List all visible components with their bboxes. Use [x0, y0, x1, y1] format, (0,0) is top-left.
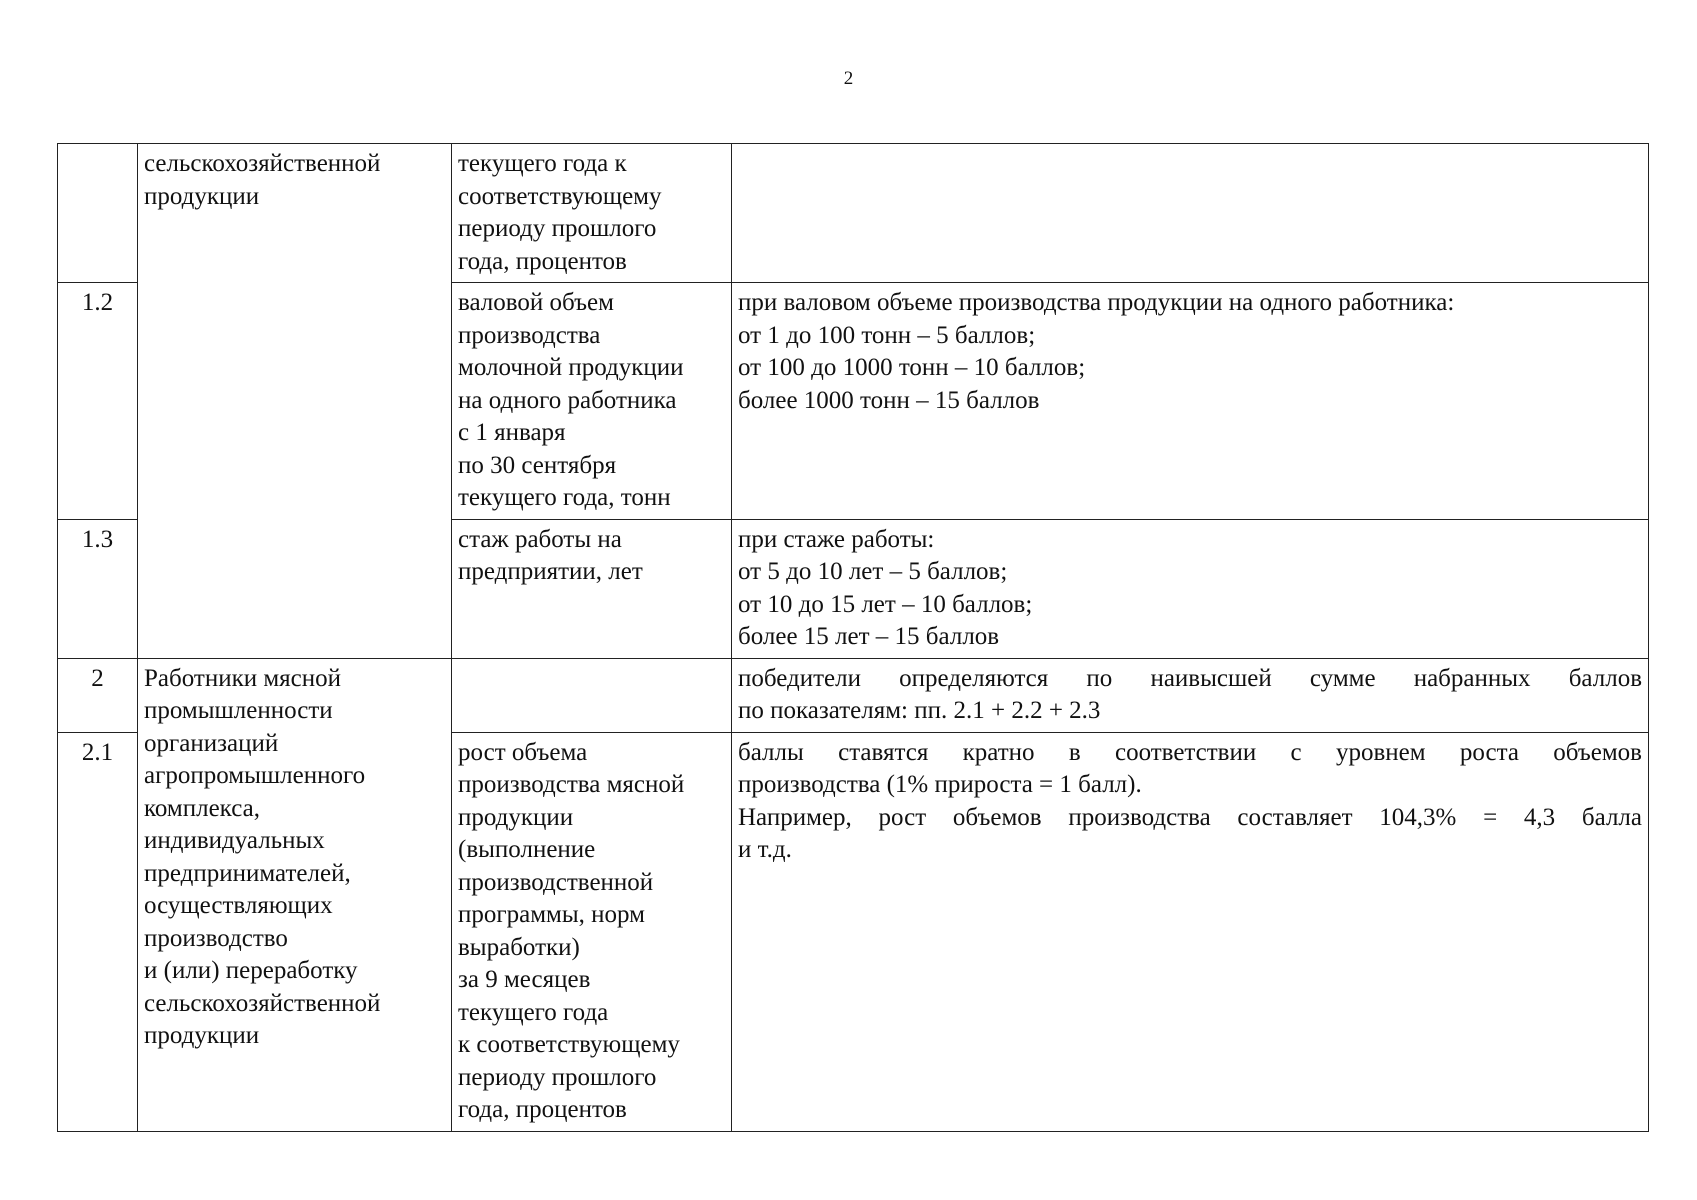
- indicator-cell: [452, 658, 732, 732]
- indicator-line: периоду прошлого: [458, 1063, 657, 1091]
- page-number: 2: [843, 68, 854, 89]
- indicator-line: программы, норм: [458, 901, 645, 928]
- category-line: предпринимателей,: [144, 859, 351, 887]
- row-number-cell: 2: [58, 658, 138, 732]
- scoring-line: при валовом объеме производства продукции на одного работника:: [738, 289, 1455, 316]
- scoring-cell: [732, 283, 1649, 520]
- category-line: и (или) переработку: [144, 957, 358, 984]
- category-line: производство: [144, 924, 288, 952]
- row-number-cell: 1.2: [58, 283, 138, 520]
- row-number-cell: 1.3: [58, 519, 138, 658]
- indicator-cell: [452, 283, 732, 520]
- category-line: индивидуальных: [144, 827, 325, 854]
- category-line: осуществляющих: [144, 892, 333, 919]
- indicator-line: по 30 сентября: [458, 451, 617, 479]
- category-line: продукции: [144, 1022, 260, 1049]
- row-number-cell: 2.1: [58, 732, 138, 1131]
- indicator-line: за 9 месяцев: [458, 966, 591, 993]
- category-line: агропромышленного: [144, 762, 366, 789]
- scoring-cell: [732, 519, 1649, 658]
- indicator-line: года, процентов: [458, 247, 627, 275]
- indicator-line: предприятии, лет: [458, 558, 643, 585]
- category-cell: [138, 144, 452, 659]
- scoring-cell: [732, 732, 1649, 1131]
- scoring-line: от 100 до 1000 тонн – 10 баллов;: [738, 354, 1086, 381]
- indicator-line: производственной: [458, 868, 654, 896]
- indicator-cell: [452, 519, 732, 658]
- scoring-line: при стаже работы:: [738, 525, 935, 553]
- category-line: организаций: [144, 729, 279, 757]
- indicator-line: производства: [458, 321, 601, 349]
- scoring-line: производства (1% прироста = 1 балл).: [738, 771, 1142, 798]
- indicator-line: производства мясной: [458, 771, 685, 798]
- scoring-line: по показателям: пп. 2.1 + 2.2 + 2.3: [738, 697, 1101, 724]
- category-line: сельскохозяйственной: [144, 989, 381, 1017]
- indicator-cell: [452, 732, 732, 1131]
- scoring-line: победители определяются по наивысшей сумме набранных баллов: [738, 664, 1642, 692]
- indicator-line: продукции: [458, 803, 574, 831]
- indicator-line: (выполнение: [458, 836, 596, 863]
- scoring-cell: [732, 658, 1649, 732]
- indicator-line: валовой объем: [458, 289, 614, 316]
- category-cell: [138, 658, 452, 1131]
- indicator-line: с 1 января: [458, 419, 566, 446]
- category-line: промышленности: [144, 697, 333, 724]
- category-line: сельскохозяйственной: [144, 150, 381, 177]
- category-line: Работники мясной: [144, 664, 342, 692]
- scoring-line: баллы ставятся кратно в соответствии с уровнем роста объемов: [738, 738, 1642, 766]
- criteria-table: [57, 143, 1649, 1132]
- category-line: комплекса,: [144, 794, 260, 822]
- scoring-line: более 15 лет – 15 баллов: [738, 623, 1000, 650]
- table-row: [58, 144, 1649, 283]
- indicator-cell: [452, 144, 732, 283]
- row-number-cell: [58, 144, 138, 283]
- scoring-line: от 10 до 15 лет – 10 баллов;: [738, 590, 1033, 618]
- indicator-line: молочной продукции: [458, 354, 684, 381]
- indicator-line: текущего года к: [458, 150, 627, 177]
- indicator-line: стаж работы на: [458, 525, 622, 553]
- indicator-line: соответствующему: [458, 182, 662, 210]
- scoring-line: от 1 до 100 тонн – 5 баллов;: [738, 321, 1036, 349]
- indicator-line: к соответствующему: [458, 1031, 680, 1058]
- scoring-line: Например, рост объемов производства составляет 104,3% = 4,3 балла: [738, 803, 1642, 831]
- table-row: [58, 658, 1649, 732]
- indicator-line: выработки): [458, 933, 580, 961]
- scoring-line: от 5 до 10 лет – 5 баллов;: [738, 558, 1008, 585]
- indicator-line: года, процентов: [458, 1096, 627, 1123]
- indicator-line: периоду прошлого: [458, 215, 657, 242]
- category-line: продукции: [144, 182, 260, 210]
- scoring-line: более 1000 тонн – 15 баллов: [738, 386, 1040, 414]
- scoring-line: и т.д.: [738, 836, 792, 863]
- indicator-line: текущего года: [458, 998, 609, 1026]
- indicator-line: текущего года, тонн: [458, 484, 671, 511]
- indicator-line: на одного работника: [458, 386, 677, 414]
- indicator-line: рост объема: [458, 738, 588, 766]
- scoring-cell: [732, 144, 1649, 283]
